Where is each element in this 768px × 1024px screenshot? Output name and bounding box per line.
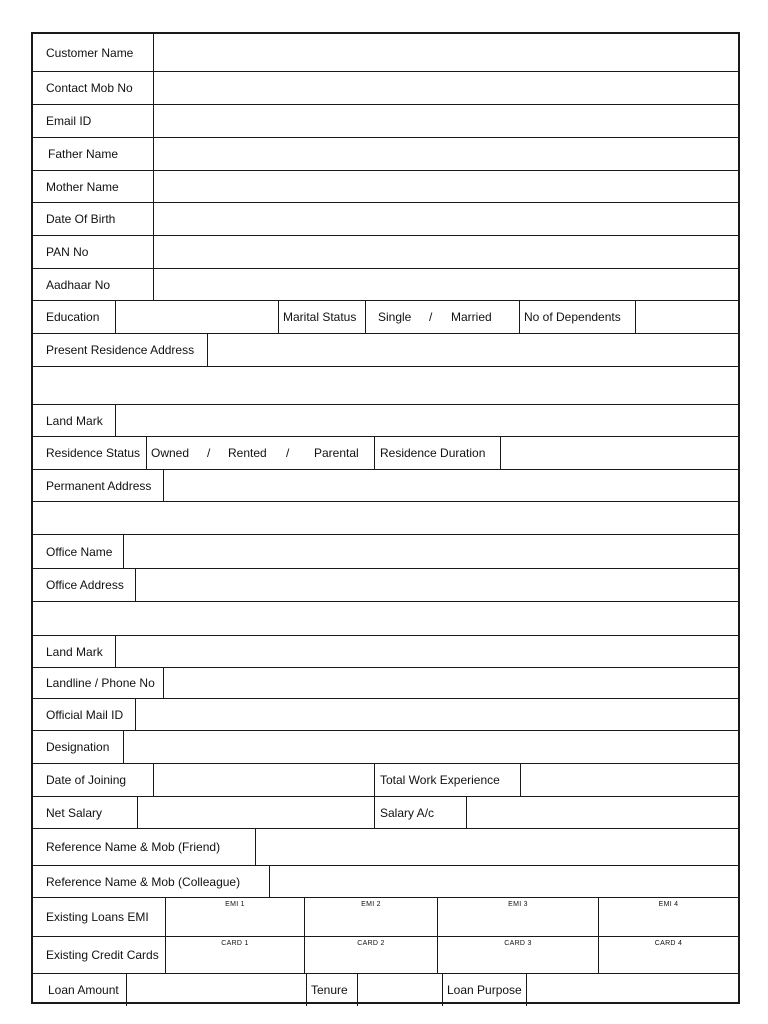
office-landmark-label: Land Mark (33, 636, 116, 667)
contact-mob-field[interactable] (154, 72, 738, 104)
residence-duration-label: Residence Duration (375, 437, 501, 469)
designation-label: Designation (33, 731, 124, 763)
contact-mob-label: Contact Mob No (33, 72, 154, 104)
loan-amount-field[interactable] (127, 974, 307, 1006)
net-salary-label: Net Salary (33, 797, 138, 828)
row-existing-cards (33, 937, 738, 974)
emi-2-field[interactable]: EMI 2 (305, 898, 438, 936)
dependents-label: No of Dependents (520, 301, 636, 333)
father-name-label: Father Name (33, 138, 154, 170)
office-name-label: Office Name (33, 535, 124, 568)
office-address-label: Office Address (33, 569, 136, 601)
row-father-name (33, 138, 738, 171)
row-residence-status (33, 437, 738, 470)
pan-field[interactable] (154, 236, 738, 268)
row-loan-amount (33, 974, 738, 1006)
residence-duration-field[interactable] (501, 437, 738, 469)
office-address-field[interactable] (136, 569, 738, 601)
row-permanent-address (33, 470, 738, 502)
dob-field[interactable] (154, 203, 738, 235)
marital-status-label: Marital Status (279, 301, 366, 333)
ref-friend-field[interactable] (256, 829, 738, 865)
option-single[interactable]: Single (378, 310, 412, 324)
option-rented[interactable]: Rented (228, 446, 267, 460)
permanent-address-field[interactable] (164, 470, 738, 501)
loan-amount-label: Loan Amount (33, 974, 127, 1006)
option-separator: / (429, 310, 433, 324)
customer-name-field[interactable] (154, 34, 738, 71)
row-landmark (33, 405, 738, 437)
existing-loans-label: Existing Loans EMI (33, 898, 166, 936)
emi-3-field[interactable]: EMI 3 (438, 898, 599, 936)
email-id-field[interactable] (154, 105, 738, 137)
row-ref-colleague (33, 866, 738, 898)
row-email-id (33, 105, 738, 138)
office-landmark-field[interactable] (116, 636, 738, 667)
salary-ac-field[interactable] (467, 797, 738, 828)
row-permanent-address-cont[interactable] (33, 502, 738, 535)
ref-friend-label: Reference Name & Mob (Friend) (33, 829, 256, 865)
net-salary-field[interactable] (138, 797, 375, 828)
residence-status-label: Residence Status (33, 437, 147, 469)
designation-field[interactable] (124, 731, 738, 763)
card-1-field[interactable]: CARD 1 (166, 937, 305, 973)
emi-4-field[interactable]: EMI 4 (658, 901, 679, 908)
education-field[interactable] (116, 301, 279, 333)
marital-status-options[interactable] (366, 301, 520, 333)
row-mother-name (33, 171, 738, 203)
total-exp-label: Total Work Experience (375, 764, 521, 796)
doj-field[interactable] (154, 764, 375, 796)
pan-label: PAN No (33, 236, 154, 268)
option-married[interactable]: Married (451, 310, 492, 324)
option-parental[interactable]: Parental (314, 446, 359, 460)
row-date-of-joining (33, 764, 738, 797)
row-net-salary (33, 797, 738, 829)
official-mail-field[interactable] (136, 699, 738, 730)
permanent-address-label: Permanent Address (33, 470, 164, 501)
row-pan (33, 236, 738, 269)
loan-purpose-label: Loan Purpose (443, 974, 527, 1006)
row-office-name (33, 535, 738, 569)
education-label: Education (33, 301, 116, 333)
existing-cards-label: Existing Credit Cards (33, 937, 166, 973)
row-education (33, 301, 738, 334)
residence-status-options[interactable] (147, 437, 375, 469)
row-ref-friend (33, 829, 738, 866)
option-separator-1: / (207, 446, 211, 460)
aadhaar-label: Aadhaar No (33, 269, 154, 300)
row-aadhaar (33, 269, 738, 301)
mother-name-field[interactable] (154, 171, 738, 202)
total-exp-field[interactable] (521, 764, 738, 796)
emi-1-field[interactable]: EMI 1 (166, 898, 305, 936)
row-office-landmark (33, 636, 738, 668)
mother-name-label: Mother Name (33, 171, 154, 202)
card-4-field[interactable]: CARD 4 (654, 940, 683, 947)
row-dob (33, 203, 738, 236)
row-present-address-cont[interactable] (33, 367, 738, 405)
landmark-label: Land Mark (33, 405, 116, 436)
doj-label: Date of Joining (33, 764, 154, 796)
row-designation (33, 731, 738, 764)
ref-colleague-label: Reference Name & Mob (Colleague) (33, 866, 270, 897)
customer-name-label: Customer Name (33, 34, 154, 71)
dob-label: Date Of Birth (33, 203, 154, 235)
landline-label: Landline / Phone No (33, 668, 164, 698)
official-mail-label: Official Mail ID (33, 699, 136, 730)
card-3-field[interactable]: CARD 3 (438, 937, 599, 973)
row-official-mail (33, 699, 738, 731)
ref-colleague-field[interactable] (270, 866, 738, 897)
option-owned[interactable]: Owned (151, 446, 190, 460)
email-id-label: Email ID (33, 105, 154, 137)
row-office-address-cont[interactable] (33, 602, 738, 636)
loan-application-form (31, 32, 740, 1004)
loan-purpose-field[interactable] (527, 974, 738, 1006)
row-present-address (33, 334, 738, 367)
row-landline (33, 668, 738, 699)
row-customer-name (33, 34, 738, 72)
tenure-label: Tenure (307, 974, 358, 1006)
card-2-field[interactable]: CARD 2 (305, 937, 438, 973)
present-address-label: Present Residence Address (33, 334, 208, 366)
salary-ac-label: Salary A/c (375, 797, 467, 828)
row-contact-mob (33, 72, 738, 105)
father-name-field[interactable] (154, 138, 738, 170)
row-office-address (33, 569, 738, 602)
option-separator-2: / (286, 446, 290, 460)
tenure-field[interactable] (358, 974, 443, 1006)
landline-field[interactable] (164, 668, 738, 698)
dependents-field[interactable] (636, 301, 738, 333)
aadhaar-field[interactable] (154, 269, 738, 300)
office-name-field[interactable] (124, 535, 738, 568)
present-address-field[interactable] (208, 334, 738, 366)
landmark-field[interactable] (116, 405, 738, 436)
row-existing-loans (33, 898, 738, 937)
